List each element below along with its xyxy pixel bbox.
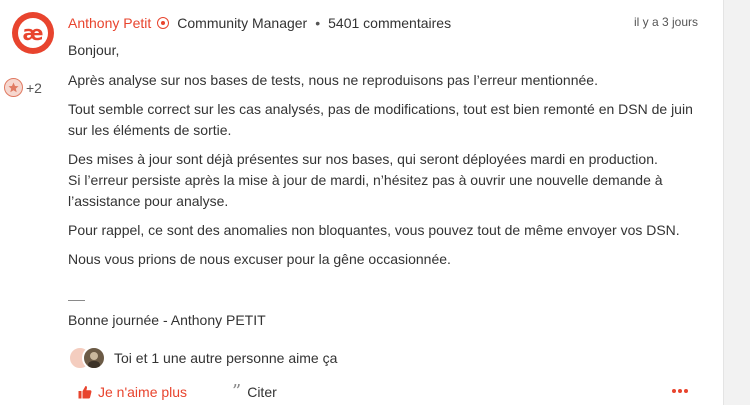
likes-row[interactable] (68, 346, 337, 370)
greeting: Bonjour, (68, 42, 120, 58)
paragraph: Des mises à jour sont déjà présentes sur nos bases, qui seront déployées mardi en production. Si l’erreur persiste après la mise à jour de mardi, n’hésitez pas à ouvrir une nouvelle demande à l’assistance pour analyse. (68, 151, 663, 209)
comment-count: 5401 commentaires (328, 15, 452, 31)
author-column (12, 12, 56, 54)
avatar[interactable] (12, 12, 54, 54)
paragraph: Nous vous prions de nous excuser pour la gêne occasionnée. (68, 251, 451, 267)
paragraph: Après analyse sur nos bases de tests, nous ne reproduisons pas l’erreur mentionnée. (68, 72, 598, 88)
likes-text[interactable]: Toi et 1 une autre personne aime ça (114, 350, 338, 366)
thumbs-up-icon (78, 385, 92, 399)
rank-badge[interactable] (4, 78, 42, 97)
author-name[interactable]: Anthony Petit (68, 15, 152, 31)
quote-button[interactable] (232, 381, 277, 402)
unlike-button[interactable] (78, 384, 187, 400)
timestamp[interactable]: il y a 3 jours (633, 15, 698, 29)
unlike-label: Je n'aime plus (98, 384, 188, 400)
quote-label: Citer (247, 384, 277, 400)
paragraph: Tout semble correct sur les cas analysés, pas de modifications, tout est bien remonté en DSN de juin sur les éléments de sortie. (68, 101, 693, 138)
author-role: Community Manager (177, 15, 308, 31)
quote-icon: ” (232, 381, 242, 402)
scrollbar-track[interactable] (723, 0, 750, 405)
liker-avatar (82, 346, 106, 370)
rank-badge-icon (4, 78, 23, 97)
signature: Bonne journée - Anthony PETIT (68, 312, 266, 328)
more-options-icon[interactable] (672, 389, 688, 393)
separator: • (315, 15, 321, 31)
comment-actions (78, 381, 688, 402)
signature-divider (68, 300, 85, 301)
staff-icon (157, 17, 169, 29)
badge-count: +2 (26, 79, 42, 96)
comment-header (68, 14, 698, 32)
paragraph: Pour rappel, ce sont des anomalies non bloquantes, vous pouvez tout de même envoyer vos DSN. (68, 222, 680, 238)
ae-logo-icon: æ (18, 18, 48, 48)
